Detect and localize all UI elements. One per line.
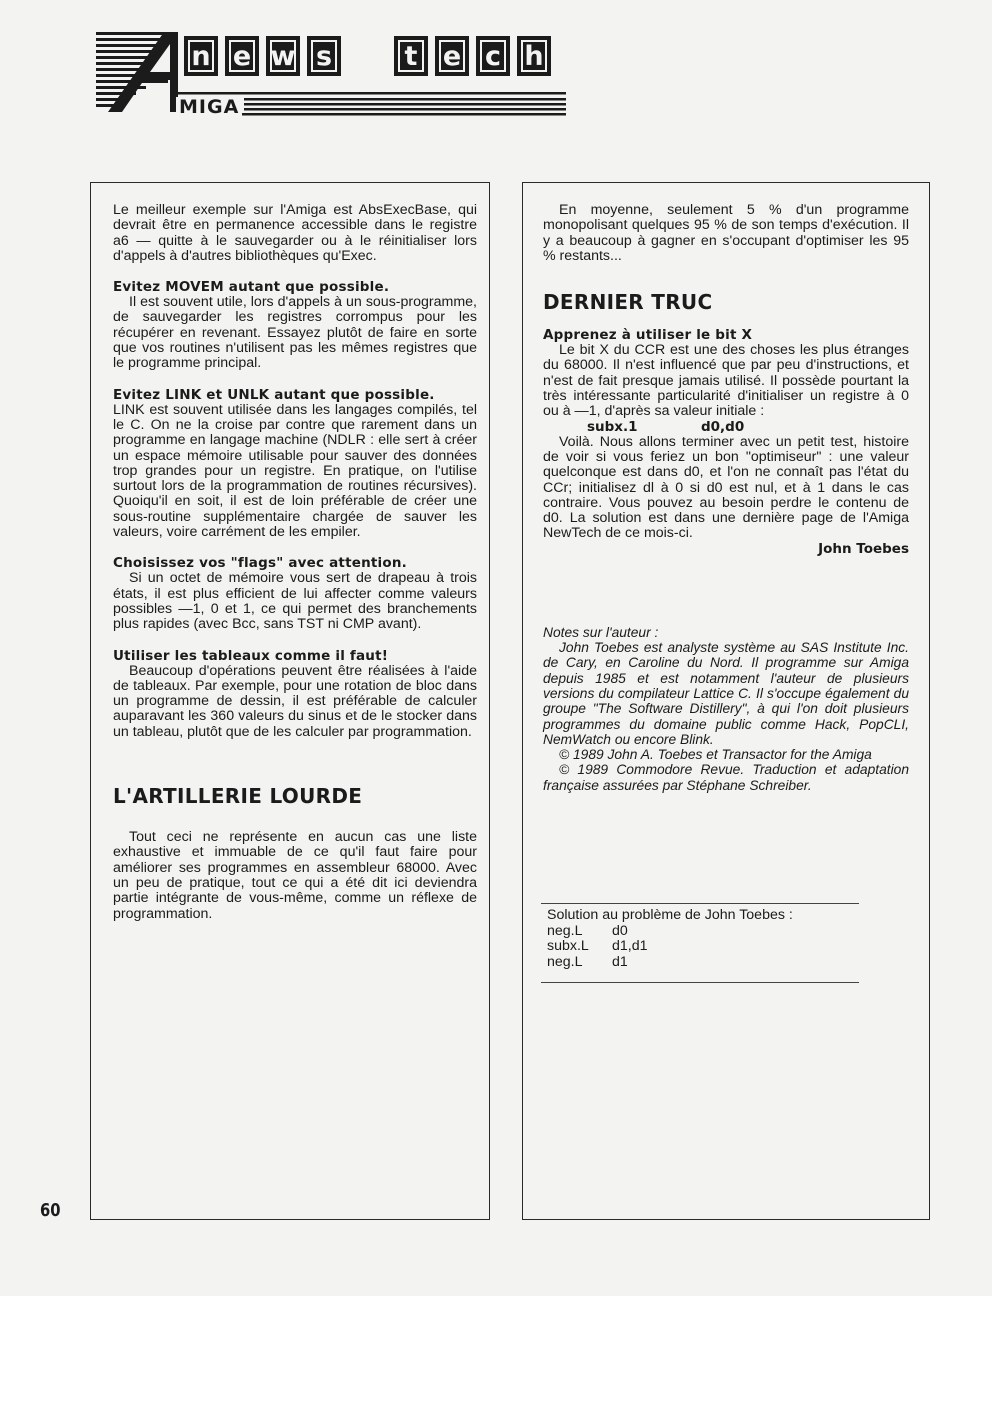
tip-movem <box>113 280 477 371</box>
tip-body: LINK est souvent utilisée dans les langages compilés, tel le C. On ne la croise par contre que rarement dans un programme en langage machine (NDLR : elle sert à créer un espace mémoire utilisable pour sauver des données trop grandes pour un registre. En pratique, on l'utilise surtout lors de la programmation de routines récursives). Quoiqu'il en soit, il est de loin préférable de créer une sous-routine supplémentaire chargée de sauver les valeurs, voire carrément de les empiler. <box>113 401 477 541</box>
tip-body: Si un octet de mémoire vous sert de drapeau à trois états, il est plus efficient de lui affecter comme valeurs possibles —1, 0 et 1, ce qui permet des branchements plus rapides (avec Bcc, sans TST ni CMP avant). <box>113 570 477 633</box>
solution-title: Solution au problème de John Toebes : <box>547 907 793 923</box>
page-bottom-margin <box>0 1296 992 1403</box>
tip-title: Evitez MOVEM autant que possible. <box>113 279 390 296</box>
notes-body: John Toebes est analyste système au SAS Institute Inc. de Cary, en Caroline du Nord. Il programme sur Amiga depuis 1985 et est notamment l'auteur de plusieurs versions du compilateur Lattice C. Il s'occupe également du groupe "The Software Distillery", à qui l'on doit plusieurs programmes du domaine public comme Hack, PopCLI, NemWatch ou encore Blink. <box>543 640 909 747</box>
section-heading-artillerie: L'ARTILLERIE LOURDE <box>113 784 363 809</box>
logo-tile-s: s <box>307 36 341 76</box>
code-instruction: subx.1 <box>587 418 638 435</box>
left-column <box>90 182 490 1220</box>
tip-flags <box>113 556 477 632</box>
code-operands: d0,d0 <box>701 418 745 435</box>
notes-title: Notes sur l'auteur : <box>543 624 659 640</box>
solution-operands: d0 <box>612 922 628 939</box>
solution-operands: d1,d1 <box>612 938 648 955</box>
tip-tableaux <box>113 649 477 740</box>
logo-tile-w: w <box>266 36 300 76</box>
tip-title: Choisissez vos "flags" avec attention. <box>113 555 408 572</box>
solution-instruction: neg.L <box>547 953 583 970</box>
solution-instruction: subx.L <box>547 938 589 955</box>
tip-body: Il est souvent utile, lors d'appels à un sous-programme, de sauvegarder les registres corrompus pour les récupérer en revenant. Essayez plutôt de faire en sorte que vos routines n'utilisent pas les mêmes registres que le programme principal. <box>113 294 477 372</box>
code-line <box>543 420 909 435</box>
right-intro-paragraph: En moyenne, seulement 5 % d'un programme monopolisant quelques 95 % de son temps d'exécution. Il y a beaucoup à gagner en s'occupant d'optimiser les 95 % restants... <box>543 202 909 264</box>
author-notes <box>543 625 909 793</box>
solution-box <box>541 903 859 983</box>
solution-operands: d1 <box>612 953 628 970</box>
logo-tile-n: n <box>184 36 218 76</box>
logo-tile-e2: e <box>435 36 469 76</box>
logo-tile-c: c <box>476 36 510 76</box>
author-signature: John Toebes <box>818 540 909 557</box>
tip-title: Evitez LINK et UNLK autant que possible. <box>113 386 435 403</box>
logo-tile-t: t <box>394 36 428 76</box>
tip-title: Utiliser les tableaux comme il faut! <box>113 647 389 664</box>
copyright-line: © 1989 Commodore Revue. Traduction et adaptation française assurées par Stéphane Schreiber. <box>543 762 909 793</box>
logo-tile-h: h <box>517 36 551 76</box>
page-number: 60 <box>40 1200 61 1221</box>
solution-row <box>547 939 859 955</box>
solution-row <box>547 924 859 940</box>
left-intro-paragraph: Le meilleur exemple sur l'Amiga est AbsExecBase, qui devrait être en permanence accessible dans le registre a6 — quitte à le sauvegarder ou à le réinitialiser lors d'appels à d'autres bibliothèques qu'Exec. <box>113 202 477 264</box>
tip-body: Beaucoup d'opérations peuvent être réalisées à l'aide de tableaux. Par exemple, pour une rotation de bloc dans un programme de dessin, il est préférable de calculer auparavant les 360 valeurs du sinus et de le stocker dans un tableau, plutôt que de les calculer par programmation. <box>113 662 477 740</box>
logo-amiga-word: MIGA <box>176 97 242 117</box>
right-column <box>522 182 930 1220</box>
bit-x-paragraph: Le bit X du CCR est une des choses les plus étranges du 68000. Il n'est influencé que par peu d'instructions, et n'est de fait presque jamais utilisé. Il possède pourtant la très intéressante particularité d'initialiser un registre à 0 ou à —1, d'après sa valeur initiale : <box>543 342 909 420</box>
tip-link-unlk <box>113 388 477 541</box>
section-heading-dernier-truc: DERNIER TRUC <box>543 290 713 315</box>
logo-tile-e: e <box>225 36 259 76</box>
solution-instruction: neg.L <box>547 922 583 939</box>
copyright-line: © 1989 John A. Toebes et Transactor for the Amiga <box>559 747 872 763</box>
artillerie-paragraph: Tout ceci ne représente en aucun cas une liste exhaustive et immuable de ce qu'il faut faire pour améliorer ses programmes en assembleur 68000. Avec un peu de pratique, tout ce qui a été dit ici deviendra partie intégrante de vous-même, comme un réflexe de programmation. <box>113 829 477 922</box>
amiga-newstech-logo <box>94 28 566 118</box>
test-paragraph: Voilà. Nous allons terminer avec un petit test, histoire de voir si vous feriez un bon "optimiseur" : une valeur quelconque est dans d0, et l'on ne connaît pas l'état du CCr; initialisez dl à 0 si d0 est nul, et à 1 dans le cas contraire. Vous pouvez au besoin perdre le contenu de d0. La solution est dans une dernière page de l'Amiga NewTech de ce mois-ci. <box>543 433 909 542</box>
solution-row <box>547 955 859 971</box>
subheading-bit-x: Apprenez à utiliser le bit X <box>543 327 753 344</box>
